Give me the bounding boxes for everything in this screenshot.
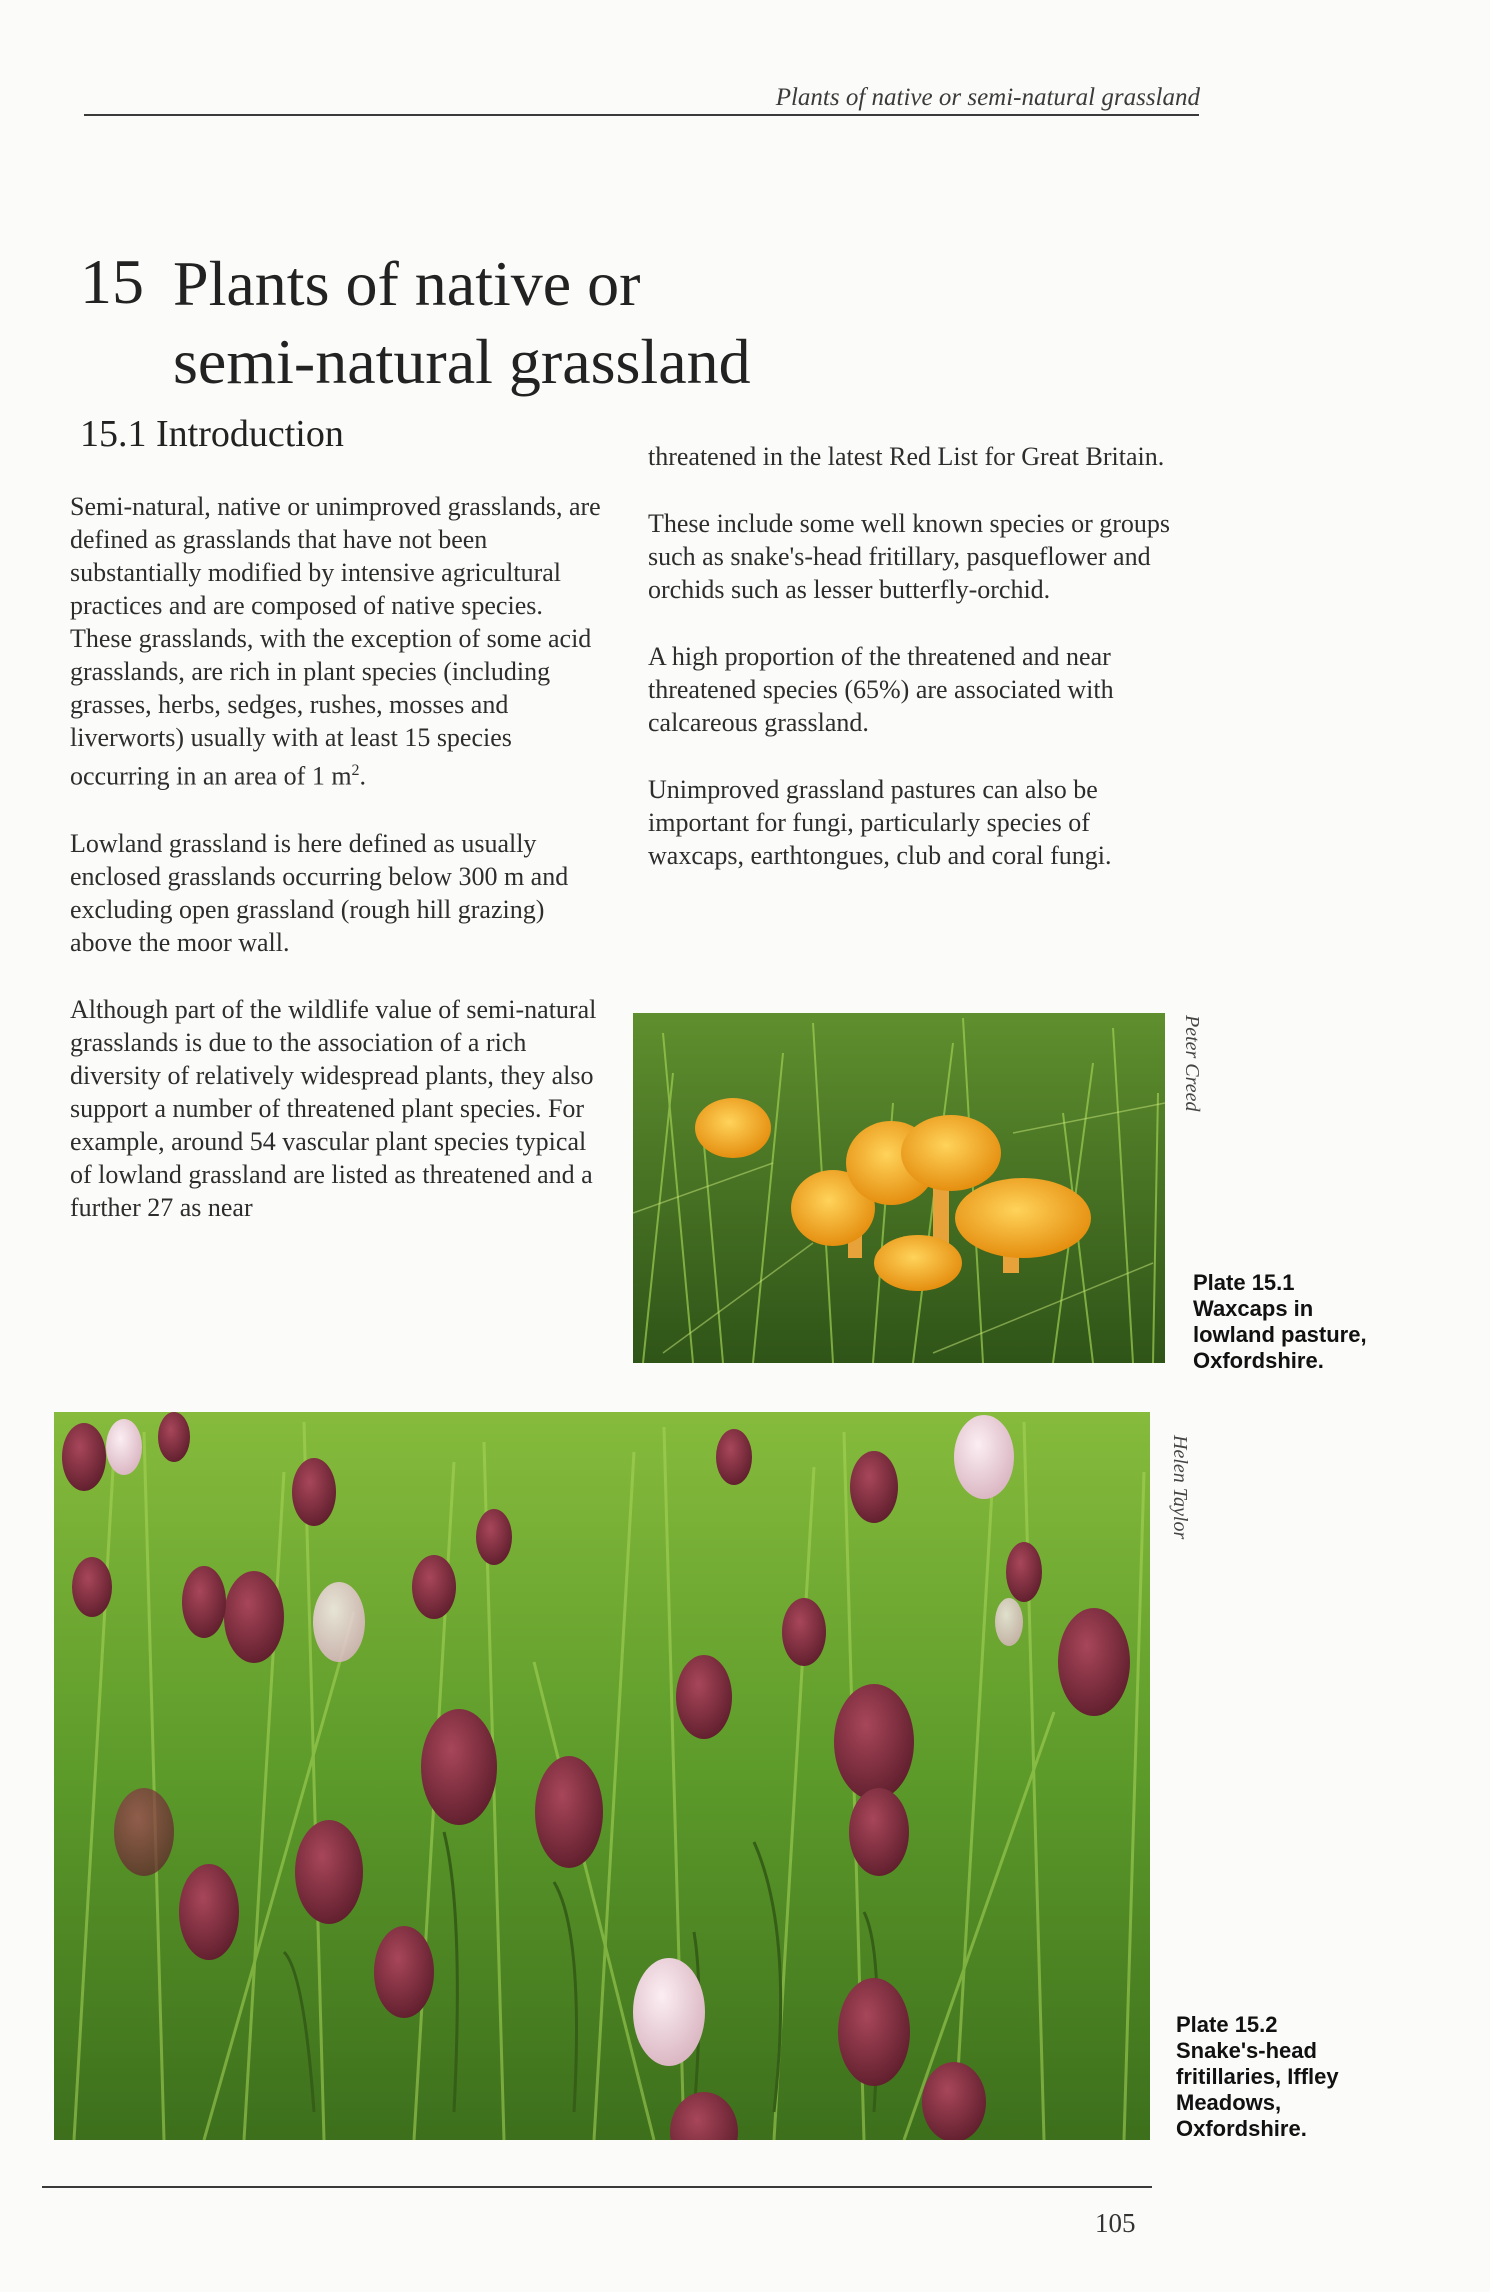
caption-line: Oxfordshire.: [1176, 2116, 1307, 2141]
page-number: 105: [1095, 2208, 1136, 2238]
caption-line: fritillaries, Iffley: [1176, 2064, 1339, 2089]
footer-rule: [42, 2186, 1152, 2188]
caption-line: Meadows,: [1176, 2090, 1282, 2115]
plate-15-2-credit: Helen Taylor: [1169, 1435, 1191, 1540]
caption-line: Plate 15.2: [1176, 2012, 1278, 2037]
paragraph-end: .: [359, 761, 367, 791]
plate-15-1-photo: [633, 1013, 1165, 1363]
superscript: 2: [351, 762, 360, 779]
plate-15-2-caption: [1176, 2012, 1416, 2142]
plate-15-1-credit: Peter Creed: [1181, 1015, 1203, 1112]
chapter-title: [173, 245, 873, 401]
section-heading: 15.1 Introduction: [80, 413, 344, 455]
paragraph-calcareous: A high proportion of the threatened and near threatened species (65%) are associated with calcareous grassland.: [648, 642, 1114, 737]
caption-line: Snake's-head: [1176, 2038, 1317, 2063]
plate-15-1-caption: [1193, 1270, 1423, 1374]
chapter-title-line-2: semi-natural grassland: [173, 326, 751, 397]
waxcaps-image: [633, 1013, 1165, 1363]
paragraph-fungi: Unimproved grassland pastures can also be important for fungi, particularly species of waxcaps, earthtongues, club and coral fungi.: [648, 775, 1112, 870]
fritillaries-image: [54, 1412, 1150, 2140]
waxcap: [695, 1098, 771, 1158]
chapter-title-line-1: Plants of native or: [173, 248, 641, 319]
running-header: Plants of native or semi-natural grassland: [775, 84, 1200, 111]
paragraph-semi-natural-definition: [70, 490, 610, 793]
paragraph-lowland-definition: Lowland grassland is here defined as usually enclosed grasslands occurring below 300 m and excluding open grassland (rough hill grazing) above the moor wall.: [70, 828, 569, 957]
paragraph-wildlife-value: Although part of the wildlife value of semi-natural grasslands is due to the association of a rich diversity of relatively widespread plants, they also support a number of threatened plant species. For example, around 54 vascular plant species typical of lowland grassland are listed as threatened and a further 27 as near: [70, 994, 597, 1222]
plate-15-2-photo: [54, 1412, 1150, 2140]
paragraph-text: Semi-natural, native or unimproved grasslands, are defined as grasslands that have not been substantially modified by intensive agricultural practices and are composed of native species. These grasslands, with the exception of some acid grasslands, are rich in plant species (including grasses, herbs, sedges, rushes, mosses and liverworts) usually with at least 15 species occurring in an area of 1 m: [70, 492, 601, 791]
caption-line: Waxcaps in: [1193, 1296, 1314, 1321]
left-column: [70, 490, 610, 1258]
caption-line: Oxfordshire.: [1193, 1348, 1324, 1373]
caption-line: Plate 15.1: [1193, 1270, 1295, 1295]
header-rule: [84, 114, 1199, 116]
waxcap: [901, 1115, 1001, 1191]
right-column: [648, 440, 1188, 906]
waxcap: [874, 1235, 962, 1291]
caption-line: lowland pasture,: [1193, 1322, 1367, 1347]
waxcap: [955, 1178, 1091, 1258]
paragraph-species-examples: These include some well known species or groups such as snake's-head fritillary, pasqueflower and orchids such as lesser butterfly-orchid.: [648, 509, 1171, 604]
chapter-number: 15: [80, 246, 144, 317]
paragraph-red-list: threatened in the latest Red List for Great Britain.: [648, 442, 1165, 471]
